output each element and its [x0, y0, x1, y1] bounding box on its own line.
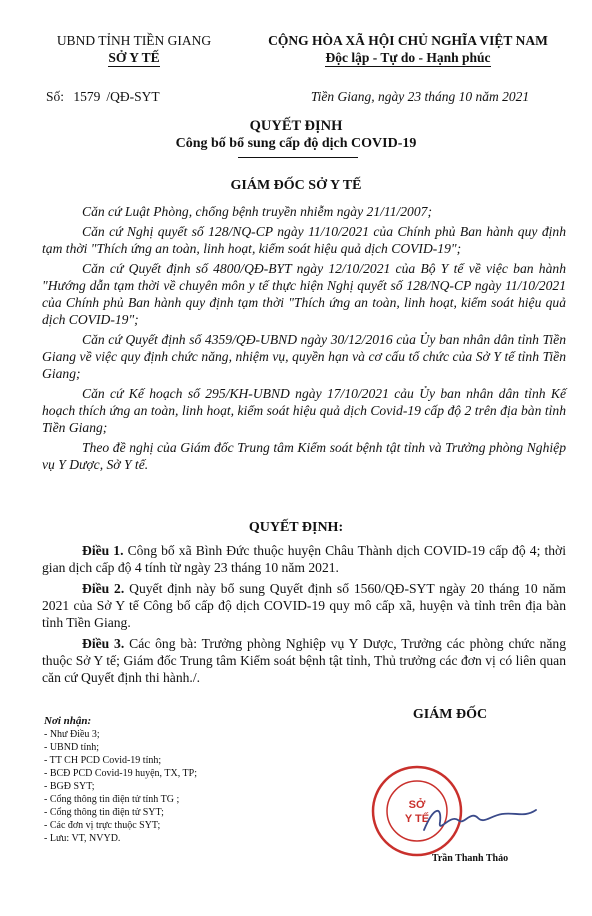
doc-no-suffix: /QĐ-SYT: [106, 89, 160, 104]
dept-name: SỞ Y TẾ: [108, 50, 160, 65]
recipients-block: [44, 715, 197, 845]
articles: [42, 542, 566, 690]
consideration-5: Căn cứ Kế hoạch số 295/KH-UBND ngày 17/10/2021 cảu Ủy ban nhân dân tỉnh Kế hoạch thích ứng an toàn, linh hoạt, kiểm soát hiệu quả dịch Covid-19 cấp độ 2 trên địa bàn tỉnh Tiền Giang;: [42, 386, 566, 435]
svg-text:SỞ: SỞ: [408, 799, 426, 811]
recipients-label: Nơi nhận:: [44, 715, 92, 727]
doc-no-label: Số:: [46, 89, 65, 104]
article-1-text: Công bố xã Bình Đức thuộc huyện Châu Thành dịch COVID-19 cấp độ 4; thời gian dịch cấp độ 4 tính từ ngày 23 tháng 10 năm 2021.: [42, 543, 566, 575]
recipient-item: - TT CH PCD Covid-19 tỉnh;: [44, 755, 162, 766]
article-2-label: Điều 2.: [82, 581, 125, 596]
recipient-item: - Các đơn vị trực thuộc SYT;: [44, 820, 161, 831]
article-2-text: Quyết định này bổ sung Quyết định số 1560/QĐ-SYT ngày 20 tháng 10 năm 2021 của Sở Y tế Công bố cấp độ dịch COVID-19 quy mô cấp xã, huyện và tỉnh trên địa bàn tỉnh Tiền Giang.: [42, 581, 566, 630]
national-motto: Độc lập - Tự do - Hạnh phúc: [325, 50, 491, 65]
signer-title: GIÁM ĐỐC: [412, 707, 488, 722]
recipient-item: - BCĐ PCD Covid-19 huyện, TX, TP;: [44, 768, 197, 779]
recipient-item: - Cổng thông tin điện tử SYT;: [44, 807, 164, 818]
recipient-item: - Cổng thông tin điện tử tỉnh TG ;: [44, 794, 180, 805]
article-1: [42, 542, 566, 576]
article-3-text: Các ông bà: Trưởng phòng Nghiệp vụ Y Dược, Trưởng các phòng chức năng thuộc Sở Y tế; Giám đốc Trung tâm Kiểm soát bệnh tật tỉnh, Thủ trưởng các đơn vị có liên quan căn cứ Quyết định thi hành./.: [42, 636, 566, 685]
article-2: [42, 580, 566, 631]
recipient-item: - BGĐ SYT;: [44, 781, 95, 792]
national-header: [238, 32, 578, 67]
consideration-4: Căn cứ Quyết định số 4359/QĐ-UBND ngày 30/12/2016 của Ủy ban nhân dân tỉnh Tiền Giang về việc quy định chức năng, nhiệm vụ, quyền hạn và cơ cấu tổ chức của Sở Y tế tỉnh Tiền Giang;: [42, 332, 566, 381]
signature-icon: [420, 800, 540, 840]
decision-title: QUYẾT ĐỊNH: [249, 118, 343, 134]
considerations: [42, 203, 566, 476]
article-3: [42, 635, 566, 686]
article-3-label: Điều 3.: [82, 636, 125, 651]
decision-subject: Công bố bổ sung cấp độ dịch COVID-19: [175, 136, 417, 151]
issuer-title: GIÁM ĐỐC SỞ Y TẾ: [230, 178, 362, 193]
svg-text:Y TẾ: Y TẾ: [404, 813, 430, 825]
consideration-6: Theo đề nghị của Giám đốc Trung tâm Kiểm soát bệnh tật tỉnh và Trưởng phòng Nghiệp vụ Y Dược, Sở Y tế.: [42, 440, 566, 472]
consideration-3: Căn cứ Quyết định số 4800/QĐ-BYT ngày 12/10/2021 của Bộ Y tế về việc ban hành "Hướng dẫn tạm thời về chuyên môn y tế thực hiện Nghị quyết số 128/NQ-CP ngày 11/10/2021 của Chính phủ Ban hành quy định tạm thời "Thích ứng an toàn, linh hoạt, kiểm soát hiệu quả dịch COVID-19";: [42, 261, 566, 327]
nation-name: CỘNG HÒA XÃ HỘI CHỦ NGHĨA VIỆT NAM: [268, 33, 548, 48]
article-1-label: Điều 1.: [82, 543, 124, 558]
issuer-header: [34, 32, 234, 67]
consideration-1: Căn cứ Luật Phòng, chống bệnh truyền nhiễm ngày 21/11/2007;: [82, 204, 432, 219]
document-number: [46, 89, 166, 105]
org-name: UBND TỈNH TIỀN GIANG: [56, 33, 212, 48]
subject-underline: [238, 157, 358, 158]
doc-no-value: 1579: [73, 89, 101, 104]
consideration-2: Căn cứ Nghị quyết số 128/NQ-CP ngày 11/10/2021 của Chính phủ Ban hành quy định tạm thời "Thích ứng an toàn, linh hoạt, kiểm soát hiệu quả dịch COVID-19";: [42, 224, 566, 256]
signer-name: Trần Thanh Thảo: [431, 853, 509, 864]
decides-heading: QUYẾT ĐỊNH:: [248, 520, 344, 535]
document-date: Tiền Giang, ngày 23 tháng 10 năm 2021: [310, 89, 530, 104]
recipient-item: - Lưu: VT, NVYD.: [44, 833, 121, 844]
recipient-item: - Như Điều 3;: [44, 729, 100, 740]
handwritten-signature: [420, 800, 540, 840]
recipient-item: - UBND tỉnh;: [44, 742, 99, 753]
